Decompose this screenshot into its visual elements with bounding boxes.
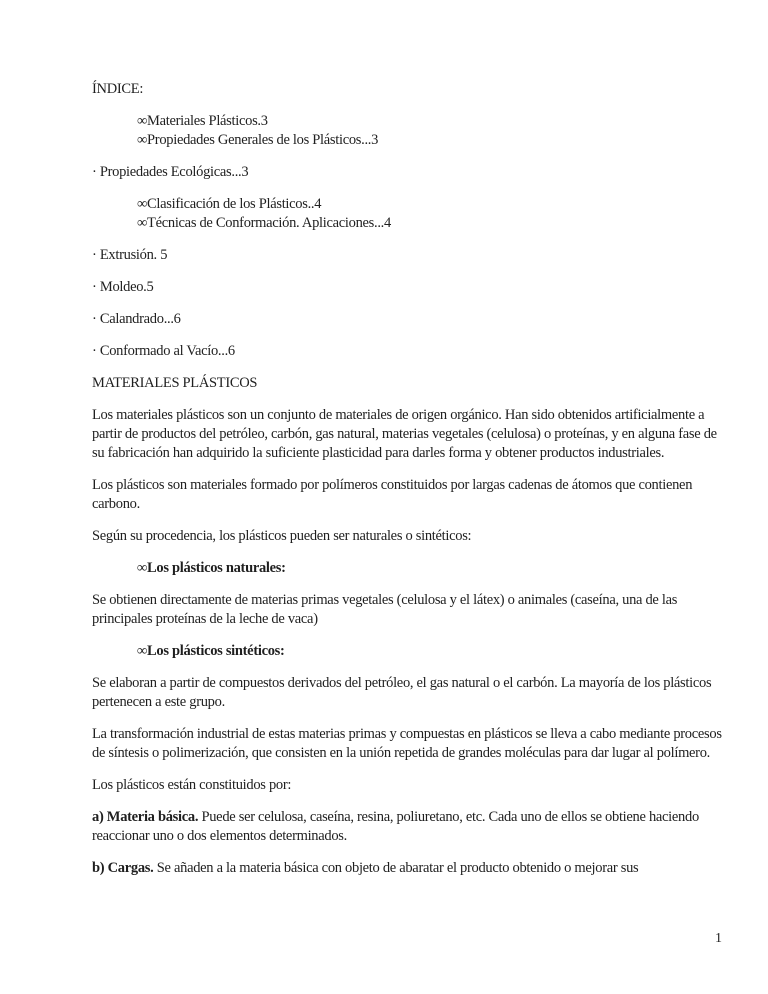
item-a-lead: a) Materia básica. — [92, 809, 199, 825]
paragraph-item-b — [92, 859, 732, 878]
item-a-text: Puede ser celulosa, caseína, resina, poliuretano, etc. Cada uno de ellos se obtiene haciendo reaccionar uno o dos elementos determinados. — [92, 809, 699, 844]
item-b-text: Se añaden a la materia básica con objeto de abaratar el producto obtenido o mejorar sus — [153, 860, 639, 876]
index-bullet-extrusion: · Extrusión. 5 — [92, 247, 168, 263]
paragraph-item-a — [92, 808, 732, 846]
index-bullet-moldeo: · Moldeo.5 — [92, 279, 154, 295]
index-item: ∞Técnicas de Conformación. Aplicaciones...4 — [137, 215, 391, 231]
paragraph-transformacion: La transformación industrial de estas materias primas y compuestas en plásticos se lleva a cabo mediante procesos de síntesis o polimerización, que consisten en la unión repetida de grandes moléculas para dar lugar al polímero. — [92, 726, 722, 761]
index-item: ∞Clasificación de los Plásticos..4 — [137, 196, 322, 212]
item-b-lead: b) Cargas. — [92, 860, 154, 876]
paragraph-polimeros: Los plásticos son materiales formado por polímeros constituidos por largas cadenas de átomos que contienen carbono. — [92, 477, 693, 512]
page-number: 1 — [715, 931, 722, 946]
index-group-2 — [92, 195, 732, 233]
paragraph-procedencia: Según su procedencia, los plásticos pueden ser naturales o sintéticos: — [92, 528, 472, 544]
paragraph-intro: Los materiales plásticos son un conjunto de materiales de origen orgánico. Han sido obtenidos artificialmente a partir de productos del petróleo, carbón, gas natural, materias vegetales (celulosa) o proteínas, y en alguna fase de su fabricación han adquirido la suficiente plasticidad para darles forma y obtener productos industriales. — [92, 407, 717, 461]
index-bullet-conformado: · Conformado al Vacío...6 — [92, 343, 235, 359]
subheading-plasticos-sinteticos: ∞Los plásticos sintéticos: — [137, 643, 285, 659]
index-title: ÍNDICE: — [92, 81, 144, 97]
index-item: ∞Propiedades Generales de los Plásticos...3 — [137, 132, 379, 148]
paragraph-constituidos: Los plásticos están constituidos por: — [92, 777, 292, 793]
paragraph-sinteticos: Se elaboran a partir de compuestos derivados del petróleo, el gas natural o el carbón. La mayoría de los plásticos pertenecen a este grupo. — [92, 675, 712, 710]
index-group-1 — [92, 112, 732, 150]
index-bullet-calandrado: · Calandrado...6 — [92, 311, 181, 327]
index-bullet-ecologicas: · Propiedades Ecológicas...3 — [92, 164, 249, 180]
index-item: ∞Materiales Plásticos.3 — [137, 113, 268, 129]
subheading-plasticos-naturales: ∞Los plásticos naturales: — [137, 560, 286, 576]
paragraph-naturales: Se obtienen directamente de materias primas vegetales (celulosa y el látex) o animales (caseína, una de las principales proteínas de la leche de vaca) — [92, 592, 678, 627]
section-heading: MATERIALES PLÁSTICOS — [92, 375, 258, 391]
document-content — [92, 80, 732, 891]
